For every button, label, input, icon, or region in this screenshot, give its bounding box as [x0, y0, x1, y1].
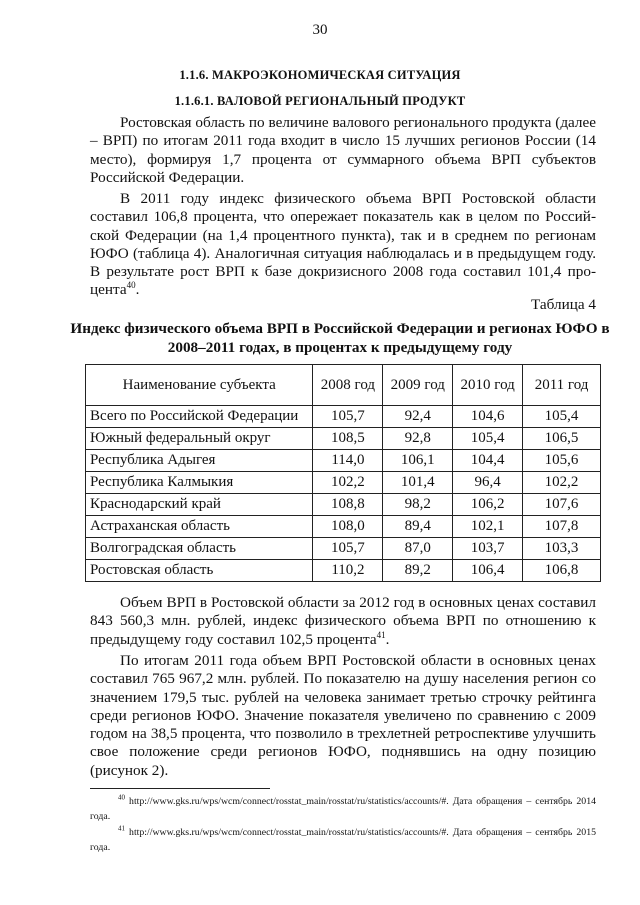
table-header-2010: 2010 год: [453, 365, 523, 406]
cell-value: 92,4: [383, 406, 453, 428]
cell-value: 107,8: [523, 516, 601, 538]
table-header-name: Наименование субъекта: [86, 365, 313, 406]
cell-value: 105,7: [313, 406, 383, 428]
footnote-40: [90, 795, 596, 824]
cell-region: Республика Адыгея: [86, 450, 313, 472]
footnote-text: http://www.gks.ru/wps/wcm/connect/rosstat_main/rosstat/ru/statistics/accounts/#. Дата обращения – сентябрь 2014 года.: [90, 796, 596, 822]
table-title: Индекс физического объема ВРП в Российской Федерации и регионах ЮФО в 2008–2011 годах, в процентах к предыдущему году: [70, 320, 610, 356]
cell-value: 106,8: [523, 560, 601, 582]
cell-value: 105,4: [523, 406, 601, 428]
cell-region: Астраханская область: [86, 516, 313, 538]
footnote-text: http://www.gks.ru/wps/wcm/connect/rosstat_main/rosstat/ru/statistics/accounts/#. Дата обращения – сентябрь 2015 года.: [90, 827, 596, 853]
paragraph-2-text: В 2011 году индекс физического объема ВРП Ростовской области составил 106,8 процента, что опережает показатель как в целом по Российской Федерации (на 1,4 процентного пункта), так и в среднем по регионам ЮФО (таблица 4). Аналогичная ситуация наблюдалась и в предыдущем году. В результате рост ВРП к базе докризисного 2008 года составил 101,4 процента: [90, 190, 596, 299]
cell-value: 87,0: [383, 538, 453, 560]
cell-value: 106,4: [453, 560, 523, 582]
footnote-number: 41: [118, 824, 125, 833]
cell-region: Волгоградская область: [86, 538, 313, 560]
cell-value: 110,2: [313, 560, 383, 582]
table-row: [86, 516, 601, 538]
cell-value: 89,4: [383, 516, 453, 538]
table-row: [86, 406, 601, 428]
table-header-2008: 2008 год: [313, 365, 383, 406]
cell-region: Краснодарский край: [86, 494, 313, 516]
cell-value: 114,0: [313, 450, 383, 472]
paragraph-1: Ростовская область по величине валового регионального продукта (далее – ВРП) по итогам 2011 года входит в число 15 лучших регионов России (14 место), формируя 1,7 процента от суммарного объема ВРП субъектов Российской Федерации.: [90, 114, 596, 186]
table-header-2009: 2009 год: [383, 365, 453, 406]
cell-value: 92,8: [383, 428, 453, 450]
cell-value: 105,7: [313, 538, 383, 560]
footnote-ref-40: 40: [126, 280, 136, 291]
paragraph-2: [90, 190, 596, 300]
table-row: [86, 560, 601, 582]
cell-value: 102,1: [453, 516, 523, 538]
footnote-41: [90, 826, 596, 855]
cell-value: 101,4: [383, 472, 453, 494]
paragraph-3-tail: .: [385, 630, 390, 648]
table-row: [86, 472, 601, 494]
cell-value: 105,6: [523, 450, 601, 472]
cell-region: Южный федеральный округ: [86, 428, 313, 450]
cell-value: 103,3: [523, 538, 601, 560]
table-row: [86, 494, 601, 516]
table-header-row: [86, 365, 601, 406]
cell-value: 108,0: [313, 516, 383, 538]
cell-value: 108,5: [313, 428, 383, 450]
paragraph-2-tail: .: [135, 281, 140, 299]
table-row: [86, 538, 601, 560]
section-heading: 1.1.6. МАКРОЭКОНОМИЧЕСКАЯ СИТУАЦИЯ: [179, 68, 461, 82]
cell-value: 107,6: [523, 494, 601, 516]
table-row: [86, 428, 601, 450]
footnote-divider: [90, 788, 270, 789]
paragraph-3: [90, 594, 596, 649]
paragraph-4: По итогам 2011 года объем ВРП Ростовской области в основных ценах составил 765 967,2 млн. рублей. По показателю на душу населения регион со значением 179,5 тыс. рублей на человека занимает третью строчку рейтинга среди регионов ЮФО. Значение показателя увеличено по сравнению с 2009 годом на 38,5 процента, что позволило в трехлетней ретроспективе улучшить свое положение среди регионов ЮФО, поднявшись на одну позицию (рисунок 2).: [90, 652, 596, 779]
cell-value: 102,2: [313, 472, 383, 494]
cell-region: Ростовская область: [86, 560, 313, 582]
cell-value: 106,5: [523, 428, 601, 450]
cell-region: Республика Калмыкия: [86, 472, 313, 494]
table-label: Таблица 4: [531, 296, 596, 313]
table-row: [86, 450, 601, 472]
cell-value: 106,1: [383, 450, 453, 472]
cell-value: 105,4: [453, 428, 523, 450]
cell-value: 89,2: [383, 560, 453, 582]
cell-value: 102,2: [523, 472, 601, 494]
cell-value: 104,6: [453, 406, 523, 428]
cell-value: 103,7: [453, 538, 523, 560]
cell-value: 106,2: [453, 494, 523, 516]
subsection-heading: 1.1.6.1. ВАЛОВОЙ РЕГИОНАЛЬНЫЙ ПРОДУКТ: [174, 94, 466, 108]
cell-value: 98,2: [383, 494, 453, 516]
gdp-index-table: [85, 364, 601, 582]
footnote-number: 40: [118, 793, 125, 802]
table-header-2011: 2011 год: [523, 365, 601, 406]
footnote-ref-41: 41: [376, 629, 386, 640]
paragraph-3-text: Объем ВРП в Ростовской области за 2012 год в основных ценах составил 843 560,3 млн. рублей, индекс физического объема ВРП по отношению к предыдущему году составил 102,5 процента: [90, 594, 596, 648]
cell-value: 96,4: [453, 472, 523, 494]
cell-value: 108,8: [313, 494, 383, 516]
cell-region: Всего по Российской Федерации: [86, 406, 313, 428]
page-number: 30: [312, 22, 328, 38]
cell-value: 104,4: [453, 450, 523, 472]
